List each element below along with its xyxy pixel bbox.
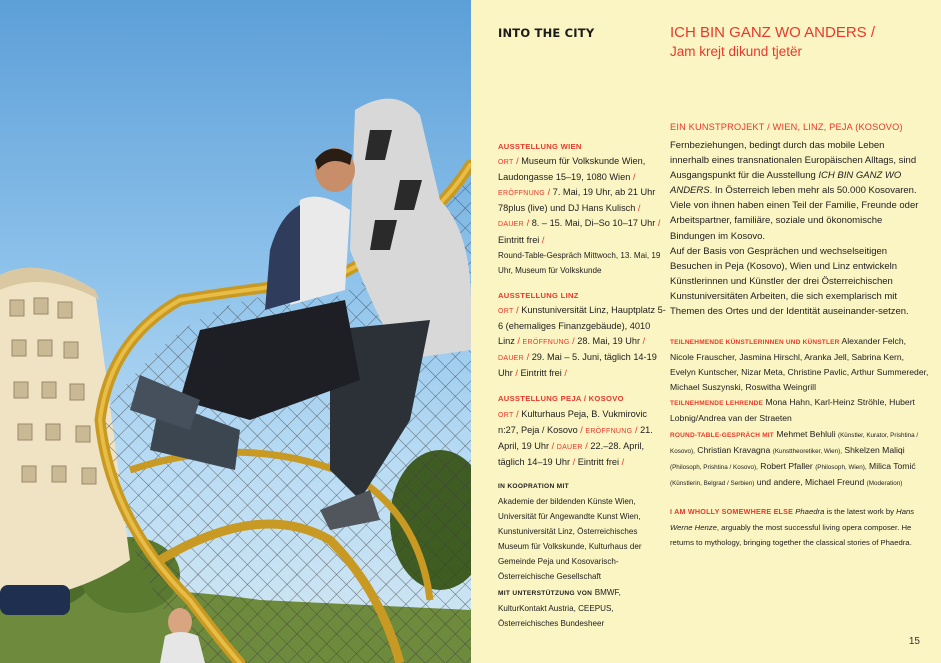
linz-eroeffnung: 28. Mai, 19 Uhr	[577, 336, 641, 347]
support-first: BMWF,	[594, 587, 621, 597]
linz-eintritt: Eintritt frei	[520, 368, 562, 379]
peja-dauer-label: DAUER	[556, 443, 583, 451]
rt-role: (Künstlerin, Belgrad / Serbien)	[670, 479, 755, 487]
peja-dauer: 22.–28. April, täglich 14–19 Uhr	[498, 440, 645, 467]
artists-list: Alexander Felch, Nicole Frauscher, Jasmina Hirschl, Aranka Jell, Sabrina Kern, Evelyn Kuntscher, Nizar Meta, Christine Pavlic, Arthur Summereder, Michael Suszynski, Roswitha Weingrill	[670, 336, 929, 393]
english-work: Phaedra	[795, 507, 825, 516]
rt-person: Milica Tomić	[869, 460, 916, 471]
body-p1: Fernbeziehungen, bedingt durch das mobile Leben innerhalb eines transnationalen Europäischen Alltags, sind Ausgangspunkt für die Ausstellung	[670, 140, 917, 182]
rt-person: Mehmet Behluli	[776, 428, 836, 439]
wien-dauer-label: DAUER	[498, 221, 525, 229]
english-title: I AM WHOLLY SOMEWHERE ELSE	[670, 507, 794, 516]
english-t1: is the latest work by	[824, 507, 897, 516]
body-p1-title: ICH BIN GANZ WO ANDERS	[670, 170, 902, 197]
linz-dauer-label: DAUER	[498, 355, 525, 363]
peja-ort-label: ORT	[498, 411, 514, 419]
wien-ort-label: ORT	[498, 159, 514, 167]
rt-role: (Kunsttheoretiker, Wien),	[772, 447, 843, 455]
wien-dauer: 8. – 15. Mai, Di–So 10–17 Uhr	[531, 218, 656, 229]
project-line: EIN KUNSTPROJEKT / WIEN, LINZ, PEJA (KOSOVO)	[670, 122, 903, 132]
teachers-list: Mona Hahn, Karl-Heinz Ströhle, Hubert Lobnig/Andrea van der Straeten	[670, 397, 915, 424]
linz-dauer: 29. Mai – 5. Juni, täglich 14-19 Uhr	[498, 352, 657, 379]
rt-person: Christian Kravagna	[697, 444, 771, 455]
wien-eroeffnung: 7. Mai, 19 Uhr, ab 21 Uhr 78plus (live) und DJ Hans Kulisch	[498, 187, 656, 214]
support-label: MIT UNTERSTÜTZUNG VON	[498, 589, 593, 597]
roundtable-label: ROUND-TABLE-GESPRÄCH MIT	[670, 431, 774, 439]
rt-person: und andere, Michael Freund	[756, 476, 865, 487]
peja-eroeffnung: 21. April, 19 Uhr	[498, 424, 653, 451]
wien-ort: Museum für Volkskunde Wien, Laudongasse 15–19, 1080 Wien	[498, 156, 646, 183]
english-summary	[670, 504, 932, 551]
article-title: ICH BIN GANZ WO ANDERS /	[670, 24, 876, 41]
participants-block	[670, 334, 932, 491]
exhibition-info-column: AUSSTELLUNG WIEN ORT / Museum für Volkskunde Wien, Laudongasse 15–19, 1080 Wien / ERÖFFNUNG / 7. Mai, 19 Uhr, ab 21 Uhr 78plus (live) und DJ Hans Kulisch / DAUER / 8. – 15. Mai, Di–So 10–17 Uhr / Eintritt frei / Round-Table-Gespräch Mittwoch, 13. Mai, 19 Uhr, Museum für Volkskunde AUSSTELLUNG LINZ ORT / Kunstuniversität Linz, Hauptplatz 5-6 (ehemaliges Finanzgebäude), 4010 Linz / ERÖFFNUNG / 28. Mai, 19 Uhr / DAUER / 29. Mai – 5. Juni, täglich 14-19 Uhr / Eintritt frei / AUSSTELLUNG PEJA / KOSOVO ORT / Kulturhaus Peja, B. Vukmirovic n:27, Peja / Kosovo / ERÖFFNUNG / 21. April, 19 Uhr / DAUER / 22.–28. April, täglich 14–19 Uhr / Eintritt frei / IN KOOPRATION MIT Akademie der bildenden Künste Wien, Universität für Angewandte Kunst Wien, Kunstuniversität Linz, Österreichisches Museum für Volkskunde, Kulturhaus der Gemeinde Peja und Kosovarisch-Österreichische Gesellschaft MIT UNTERSTÜTZUNG VON BMWF, KulturKontakt Austria, CEEPUS, Österreichisches Bundesheer	[498, 139, 668, 631]
rt-role: (Philosoph, Prishtina / Kosovo),	[670, 463, 758, 471]
english-composer: Hans Werne Henze	[670, 507, 915, 532]
rt-role: (Künstler, Kurator, Prishtina / Kosovo),	[670, 431, 919, 455]
artists-label: TEILNEHMENDE KÜNSTLERINNEN UND KÜNSTLER	[670, 339, 840, 346]
peja-heading: AUSSTELLUNG PEJA / KOSOVO	[498, 394, 624, 404]
linz-eroeffnung-label: ERÖFFNUNG	[522, 339, 570, 347]
wien-roundtable: Round-Table-Gespräch Mittwoch, 13. Mai, 19 Uhr, Museum für Volkskunde	[498, 250, 661, 275]
linz-ort-label: ORT	[498, 307, 514, 315]
rt-person: Shkelzen Maliqi	[844, 444, 905, 455]
wien-heading: AUSSTELLUNG WIEN	[498, 142, 582, 151]
peja-ort: Kulturhaus Peja, B. Vukmirovic n:27, Peja / Kosovo	[498, 408, 648, 435]
rt-role: (Moderation)	[866, 479, 903, 487]
text-page	[471, 0, 941, 663]
section-heading: INTO THE CITY	[498, 26, 595, 40]
rt-person: Robert Pfaller	[760, 460, 813, 471]
linz-heading: AUSSTELLUNG LINZ	[498, 290, 579, 300]
peja-eintritt: Eintritt frei	[577, 456, 620, 467]
support-rest: KulturKontakt Austria, CEEPUS, Österreichisches Bundesheer	[498, 603, 614, 628]
article-subtitle: Jam krejt dikund tjetër	[670, 44, 803, 59]
wien-eintritt: Eintritt frei	[498, 234, 540, 245]
linz-ort: Kunstuniversität Linz, Hauptplatz 5-6 (ehemaliges Finanzgebäude), 4010 Linz	[498, 304, 666, 347]
peja-eroeffnung-label: ERÖFFNUNG	[585, 427, 633, 435]
article-body	[670, 138, 920, 319]
teachers-label: TEILNEHMENDE LEHRENDE	[670, 400, 764, 408]
body-p1-rest: . In Österreich leben mehr als 50.000 Kosovaren. Viele von ihnen haben einen Teil der Familie, Freunde oder Arbeitspartner, familiäre, soziale und ökonomische Bindungen im Kosovo.	[670, 185, 919, 242]
rt-role: (Philosoph, Wien),	[815, 463, 867, 471]
wien-eroeffnung-label: ERÖFFNUNG	[498, 190, 546, 198]
page-number: 15	[908, 636, 920, 647]
english-t2: , arguably the most successful living opera composer. He returns to mythology, bringing together the classical stories of Phaedra.	[670, 522, 912, 547]
body-p2: Auf der Basis von Gesprächen und wechselseitigen Besuchen in Peja (Kosovo), Wien und Linz entwickeln Künstlerinnen und Künstler der drei Österreichischen Kunstuniversitäten Arbeiten, die sich exemplarisch mit Themen des Ortes und der Identität auseinander-setzen.	[670, 245, 909, 318]
cooperation-label: IN KOOPRATION MIT	[498, 482, 569, 490]
cooperation-text: Akademie der bildenden Künste Wien, Universität für Angewandte Kunst Wien, Kunstuniversität Linz, Österreichisches Museum für Volkskunde, Kulturhaus der Gemeinde Peja und Kosovarisch-Österreichische Gesellschaft	[498, 496, 642, 582]
